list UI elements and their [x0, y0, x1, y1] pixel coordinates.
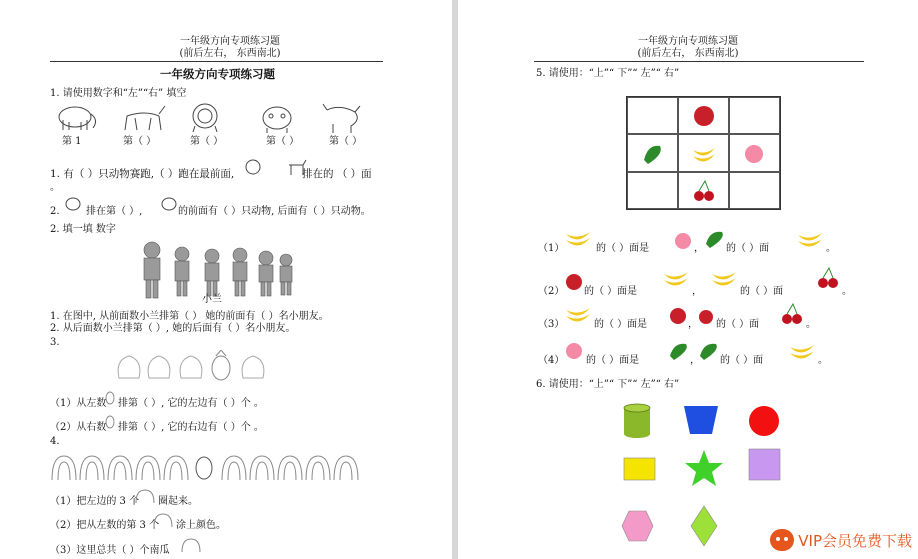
trapezoid-shape — [684, 406, 718, 434]
pumpkin-icon-3 — [180, 537, 202, 553]
question-3: 3. — [50, 337, 60, 348]
animal-label-5: 第（ ） — [329, 136, 363, 147]
right-page — [458, 0, 918, 559]
peach-icon — [564, 341, 584, 361]
pineapple-question-1b: 排第（ ）, 它的左边有（ ）个 。 — [118, 398, 264, 409]
animal-label-2: 第（ ） — [123, 136, 157, 147]
header-rule-right — [534, 61, 864, 62]
pepper-icon — [640, 140, 666, 166]
grid-peach — [729, 134, 780, 171]
row4-text2: 的（ ）面 — [720, 355, 764, 366]
left-page — [0, 0, 452, 559]
pumpkin-icon — [134, 488, 156, 504]
row1-end: 。 — [826, 243, 836, 254]
pumpkins-row — [50, 452, 365, 482]
row3-num: （3） — [538, 319, 565, 330]
row4-num: （4） — [538, 355, 565, 366]
header-line2-right: (前后左右， 东西南北) — [637, 48, 739, 59]
row2-text2: 的（ ）面 — [740, 286, 784, 297]
banana-icon — [788, 341, 816, 361]
cherry-icon — [691, 178, 717, 204]
row1-comma: ， — [694, 243, 704, 254]
rectangle-shape — [624, 458, 655, 480]
mascot-icon — [770, 529, 794, 551]
grid-apple — [678, 97, 729, 134]
star-shape — [685, 450, 723, 486]
animal-label-4: 第（ ） — [266, 136, 300, 147]
cherry-icon — [816, 266, 840, 290]
header-rule — [50, 61, 383, 62]
kids-question-1: 1. 在图中, 从前面数小兰排第（ ） 她的前面有（ ）名小朋友。 — [50, 311, 329, 322]
question-2: 2. 填一填 数字 — [50, 224, 116, 235]
pumpkin-question-1a: （1）把左边的 3 个 — [50, 496, 140, 507]
grid-pepper — [627, 134, 678, 171]
pumpkin-icon-2 — [152, 512, 174, 528]
apple-icon — [698, 309, 714, 325]
pineapple-icon-2 — [104, 413, 116, 429]
row2-text1: 的（ ）面是 — [584, 286, 638, 297]
row2-comma: ， — [692, 286, 702, 297]
apple-icon — [691, 102, 717, 128]
pumpkin-question-1b: 圈起来。 — [158, 496, 198, 507]
sentence-2a: 2. — [50, 206, 60, 217]
banana-icon — [564, 304, 592, 324]
pepper-icon — [668, 340, 690, 360]
grid-cherry — [678, 172, 729, 209]
pineapple-question-1a: （1）从左数 — [50, 398, 107, 409]
row2-end: 。 — [842, 286, 852, 297]
sheep-icon — [64, 196, 82, 212]
header-line2: (前后左右， 东西南北) — [179, 48, 281, 59]
row3-end: 。 — [806, 319, 816, 330]
row1-text1: 的（ ）面是 — [596, 243, 650, 254]
pineapple-icon — [104, 389, 116, 405]
apple-icon — [564, 271, 584, 291]
animal-label-3: 第（ ） — [190, 136, 224, 147]
pepper-icon — [704, 228, 726, 248]
row1-num: （1） — [538, 243, 565, 254]
vip-download-text: VIP会员免费下载 — [798, 531, 912, 550]
question-6: 6. 请使用：“上”“ 下”“ 左”“ 右” — [536, 379, 680, 390]
row3-text2: 的（ ）面 — [716, 319, 760, 330]
row1-text2: 的（ ）面 — [726, 243, 770, 254]
animals-picture — [55, 100, 385, 134]
kids-question-2: 2. 从后面数小兰排第（ ）, 她的后面有（ ）名小朋友。 — [50, 323, 296, 334]
peaches-row — [115, 350, 290, 382]
sheep-icon-2 — [160, 196, 178, 212]
pumpkin-question-2a: （2）把从左数的第 3 个 — [50, 520, 160, 531]
question-1: 1. 请使用数字和“左”“右” 填空 — [50, 88, 187, 99]
vip-download-badge[interactable] — [770, 529, 912, 551]
circle-shape — [749, 406, 779, 436]
animal-label-1: 第 1 — [62, 136, 82, 147]
children-picture — [140, 240, 295, 302]
diamond-shape — [691, 506, 717, 546]
sentence-1a: 1. 有（ ）只动物赛跑,（ ）跑在最前面, — [50, 168, 235, 180]
banana-icon — [662, 268, 690, 288]
question-5: 5. 请使用：“上”“ 下”“ 左”“ 右” — [536, 68, 680, 79]
row4-comma: ， — [690, 355, 700, 366]
sentence-1-end: 。 — [50, 182, 60, 193]
lion-icon — [243, 157, 263, 177]
peach-icon — [674, 232, 692, 250]
row3-text1: 的（ ）面是 — [594, 319, 648, 330]
hexagon-shape — [622, 511, 653, 541]
header-line1-right: 一年级方向专项练习题 — [638, 36, 738, 47]
square-shape — [749, 449, 780, 480]
grid-banana — [678, 134, 729, 171]
sentence-2c: 的前面有（ ）只动物, 后面有（ ）只动物。 — [178, 206, 371, 217]
row4-text1: 的（ ）面是 — [586, 355, 640, 366]
header-line1: 一年级方向专项练习题 — [180, 36, 280, 47]
banana-icon — [691, 140, 717, 166]
sentence-1b: 排在的 （ ）面 — [302, 168, 372, 180]
row3-comma: ， — [688, 319, 698, 330]
row2-num: （2） — [538, 286, 565, 297]
fruit-grid — [626, 96, 781, 210]
pepper-icon — [698, 340, 720, 360]
peach-icon — [742, 140, 768, 166]
xiaolan-label: 小兰 — [202, 294, 222, 305]
banana-icon — [564, 228, 592, 248]
pumpkin-question-2b: 涂上颜色。 — [176, 520, 226, 531]
cylinder-shape — [624, 404, 650, 438]
sentence-2b: 排在第（ ）, — [86, 206, 143, 217]
pineapple-question-2b: 排第（ ）, 它的右边有（ ）个 。 — [118, 422, 264, 433]
banana-icon — [796, 229, 824, 249]
pineapple-question-2a: （2）从右数 — [50, 422, 107, 433]
page-title: 一年级方向专项练习题 — [160, 67, 275, 81]
cherry-icon — [780, 302, 804, 326]
banana-icon — [710, 268, 738, 288]
pumpkin-question-3: （3）这里总共（ ）个南瓜 — [50, 545, 170, 556]
row4-end: 。 — [818, 355, 828, 366]
question-4: 4. — [50, 436, 60, 447]
apple-icon — [668, 305, 688, 325]
